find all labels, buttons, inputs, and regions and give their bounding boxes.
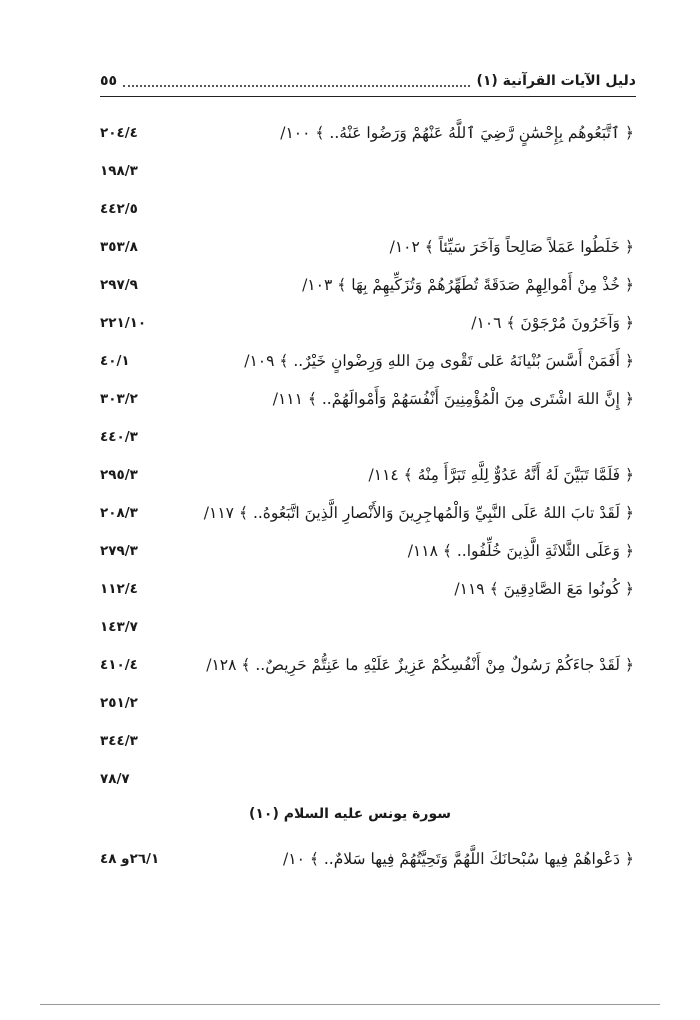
reference: ٣٥٣/٨ <box>100 239 138 255</box>
header-leader-dots <box>123 75 470 87</box>
reference: ٤٤٠/٣ <box>100 429 138 445</box>
reference: ٣٠٣/٢ <box>100 391 138 407</box>
index-row <box>100 496 634 530</box>
verse-text: ﴿ ٱتَّبَعُوهُم بِإِحْسَٰنٍ رَّضِيَ ٱللَّهُ عَنْهُمْ وَرَضُوا عَنْهُ.. ﴾ ١٠٠/ <box>280 124 634 142</box>
index-row <box>100 420 634 454</box>
reference: ٢٦/١و ٤٨ <box>100 851 160 867</box>
verse-text: ﴿ وَآخَرُونَ مُرْجَوْنَ ﴾ ١٠٦/ <box>471 314 634 332</box>
index-row <box>100 116 634 150</box>
reference: ٣٤٤/٣ <box>100 733 138 749</box>
verse-text: ﴿ خُذْ مِنْ أَمْوالِهِمْ صَدَقَةً تُطَهِّرُهُمْ وَتُزَكِّيهِمْ بِهَا ﴾ ١٠٣/ <box>302 276 634 294</box>
reference: ٢٩٥/٣ <box>100 467 138 483</box>
verse-text: ﴿ فَلَمَّا تَبَيَّنَ لَهُ أَنَّهُ عَدُوٌّ لِلَّهِ تَبَرَّأَ مِنْهُ ﴾ ١١٤/ <box>368 466 634 484</box>
index-row <box>100 268 634 302</box>
page-number: ٥٥ <box>100 73 118 89</box>
verse-text: ﴿ دَعْواهُمْ فِيها سُبْحانَكَ اللَّهُمَّ وَتَحِيَّتُهُمْ فِيها سَلامٌ.. ﴾ ١٠/ <box>283 850 634 868</box>
surah-heading: سورة يونس عليه السلام (١٠) <box>248 806 452 822</box>
reference: ٢٩٧/٩ <box>100 277 138 293</box>
reference: ٢٧٩/٣ <box>100 543 138 559</box>
index-row <box>100 192 634 226</box>
page-header <box>100 68 636 94</box>
page-bottom-edge <box>40 1004 660 1005</box>
index-row <box>100 306 634 340</box>
verse-text: ﴿ خَلَطُوا عَمَلاً صَالِحاً وَآخَرَ سَيِّئاً ﴾ ١٠٢/ <box>389 238 634 256</box>
verse-text: ﴿ وَعَلَى الثَّلاثَةِ الَّذِينَ خُلِّفُوا.. ﴾ ١١٨/ <box>407 542 634 560</box>
index-row <box>100 534 634 568</box>
index-row <box>100 648 634 682</box>
index-row <box>100 344 634 378</box>
index-row <box>100 724 634 758</box>
index-row <box>100 842 634 876</box>
reference: ٢٥١/٢ <box>100 695 138 711</box>
reference: ١٤٣/٧ <box>100 619 138 635</box>
index-row <box>100 382 634 416</box>
index-row <box>100 154 634 188</box>
header-divider <box>100 96 636 97</box>
verse-text: ﴿ أَفَمَنْ أَسَّسَ بُنْيانَهُ عَلى تَقْوى مِنَ اللهِ وَرِضْوانٍ خَيْرٌ.. ﴾ ١٠٩/ <box>244 352 634 370</box>
verse-text: ﴿ كُونُوا مَعَ الصَّادِقِينَ ﴾ ١١٩/ <box>454 580 634 598</box>
index-row <box>100 686 634 720</box>
reference: ١١٢/٤ <box>100 581 138 597</box>
reference: ١٩٨/٣ <box>100 163 138 179</box>
index-row <box>100 458 634 492</box>
verse-text: ﴿ إِنَّ اللهَ اشْتَرى مِنَ الْمُؤْمِنِينَ أَنْفُسَهُمْ وَأَمْوالَهُمْ.. ﴾ ١١١/ <box>272 390 634 408</box>
index-row <box>100 230 634 264</box>
reference: ٢٢١/١٠ <box>100 315 147 331</box>
index-row <box>100 762 634 796</box>
verse-text: ﴿ لَقَدْ جاءَكُمْ رَسُولٌ مِنْ أَنْفُسِكُمْ عَزِيزٌ عَلَيْهِ ما عَنِتُّمْ حَرِيصٌ.. ﴾ ١٢٨/ <box>206 656 634 674</box>
index-row <box>100 610 634 644</box>
reference: ٤٠/١ <box>100 353 130 369</box>
reference: ٢٠٨/٣ <box>100 505 138 521</box>
index-row <box>100 572 634 606</box>
verse-text: ﴿ لَقَدْ تابَ اللهُ عَلَى النَّبِيِّ وَالْمُهاجِرِينَ وَالأَنْصارِ الَّذِينَ اتَّبَعُوهُ.. ﴾ ١١٧/ <box>203 504 634 522</box>
reference: ٧٨/٧ <box>100 771 130 787</box>
reference: ٢٠٤/٤ <box>100 125 138 141</box>
reference: ٤٤٢/٥ <box>100 201 138 217</box>
reference: ٤١٠/٤ <box>100 657 138 673</box>
header-title: دليل الآيات القرآنية (١) <box>476 73 636 89</box>
